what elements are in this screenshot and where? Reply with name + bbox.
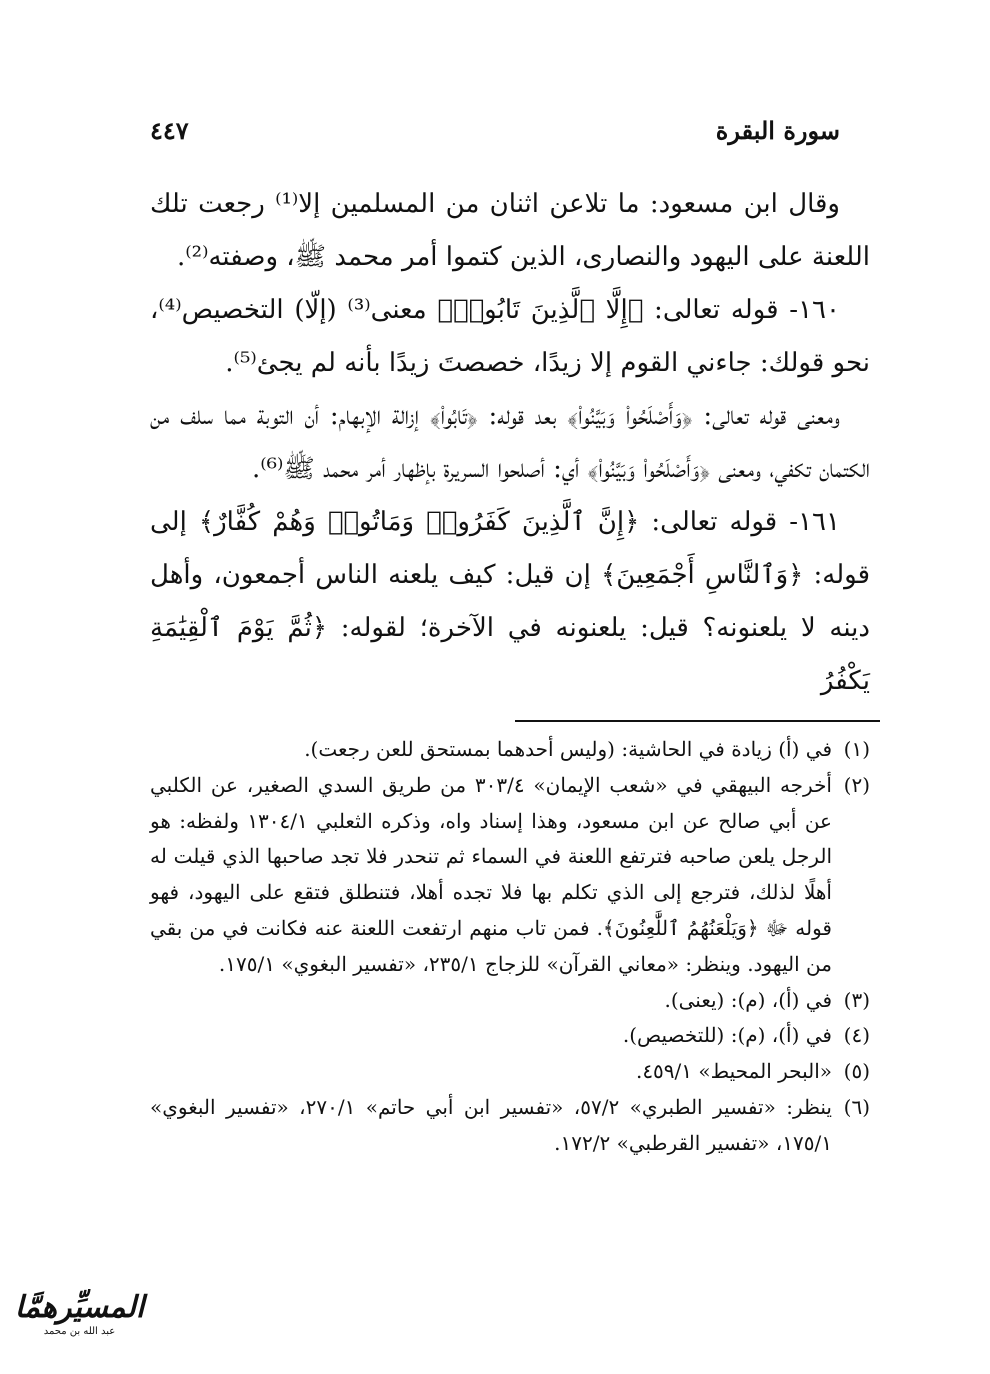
- surah-title: سورة البقرة: [715, 115, 840, 145]
- footnote-text: في (أ)، (م): (يعنى).: [664, 987, 832, 1012]
- footnote: [150, 1018, 870, 1054]
- footnote: [150, 732, 870, 768]
- paragraph: ١٦٠- قوله تعالى: ﴿إِلَّا ٱلَّذِينَ تَابُوا۟﴾ معنى⁽³⁾ (إلّا) التخصيص⁽⁴⁾، نحو قولك: جاءني القوم إلا زيدًا، خصصتَ زيدًا بأنه لم يجئ⁽⁵⁾.: [150, 295, 870, 378]
- footnote-text: في (أ) زيادة في الحاشية: (وليس أحدهما بمستحق للعن رجعت).: [304, 737, 832, 761]
- publisher-logo: [12, 1290, 147, 1350]
- footnote-text: في (أ)، (م): (للتخصيص).: [622, 1023, 832, 1048]
- footnote: [150, 1090, 870, 1162]
- logo-main-text: المسيِّرهمَّا: [14, 1290, 145, 1325]
- footnote-text: «البحر المحيط» ٤٥٩/١.: [635, 1059, 832, 1084]
- footnote-number: (٦): [843, 1094, 870, 1119]
- footnote-text: أخرجه البيهقي في «شعب الإيمان» ٣٠٣/٤ من طريق السدي الصغير، عن الكلبي عن أبي صالح عن ابن مسعود، وهذا إسناد واه، وذكره الثعلبي ١٣٠٤/١ ولفظه: هو الرجل يلعن صاحبه فترتفع اللعنة في السماء ثم تنحدر فلا تجد صاحبها الذي قيلت له أهلًا لذلك، فترجع إلى الذي تكلم بها فلا تجده أهلا، فتنطلق فتقع على اليهود، فهو قوله ﷻ ﴿وَيَلْعَنُهُمُ ٱللَّٰعِنُونَ﴾. فمن تاب منهم ارتفعت اللعنة عنه فكانت في من بقي من اليهود. وينظر: «معاني القرآن» للزجاج ٢٣٥/١، «تفسير البغوي» ١٧٥/١.: [150, 772, 832, 976]
- main-text: [150, 178, 870, 708]
- footnote-number: (١): [843, 737, 870, 761]
- footnote-number: (٢): [843, 772, 870, 797]
- footnotes: [150, 732, 870, 1162]
- footnote-separator: [515, 720, 880, 722]
- footnote-number: (٣): [843, 987, 870, 1012]
- footnote-number: (٥): [843, 1059, 870, 1084]
- paragraph: ومعنى قوله تعالى: ﴿وَأَصْلَحُوا۟ وَبَيَّنُوا۟﴾ بعد قوله: ﴿تَابُوا۟﴾ إزالة الإبهام: أن التوبة مما سلف من الكتمان تكفي، ومعنى ﴿وَأَصْلَحُوا۟ وَبَيَّنُوا۟﴾ أي: أصلحوا السريرة بإظهار أمر محمد ﷺ⁽⁶⁾.: [150, 401, 870, 484]
- footnote: [150, 983, 870, 1019]
- footnote: [150, 768, 870, 983]
- logo-sub-text: عبد الله بن محمد: [43, 1326, 116, 1337]
- paragraph: وقال ابن مسعود: ما تلاعن اثنان من المسلمين إلا⁽¹⁾ رجعت تلك اللعنة على اليهود والنصارى، الذين كتموا أمر محمد ﷺ، وصفته⁽²⁾.: [150, 189, 870, 272]
- page-number: ٤٤٧: [150, 115, 189, 145]
- paragraph: ١٦١- قوله تعالى: ﴿إِنَّ ٱلَّذِينَ كَفَرُوا۟ وَمَاتُوا۟ وَهُمْ كُفَّارٌ﴾ إلى قوله: ﴿وَٱلنَّاسِ أَجْمَعِينَ﴾ إن قيل: كيف يلعنه الناس أجمعون، وأهل دينه لا يلعنونه؟ قيل: يلعنونه في الآخرة؛ لقوله: ﴿ثُمَّ يَوْمَ ٱلْقِيَٰمَةِ يَكْفُرُ: [150, 507, 870, 696]
- footnote-text: ينظر: «تفسير الطبري» ٥٧/٢، «تفسير ابن أبي حاتم» ٢٧٠/١، «تفسير البغوي» ١٧٥/١، «تفسير القرطبي» ١٧٢/٢.: [150, 1094, 832, 1155]
- footnote-number: (٤): [843, 1023, 870, 1048]
- page-header: [150, 110, 840, 150]
- footnote: [150, 1054, 870, 1090]
